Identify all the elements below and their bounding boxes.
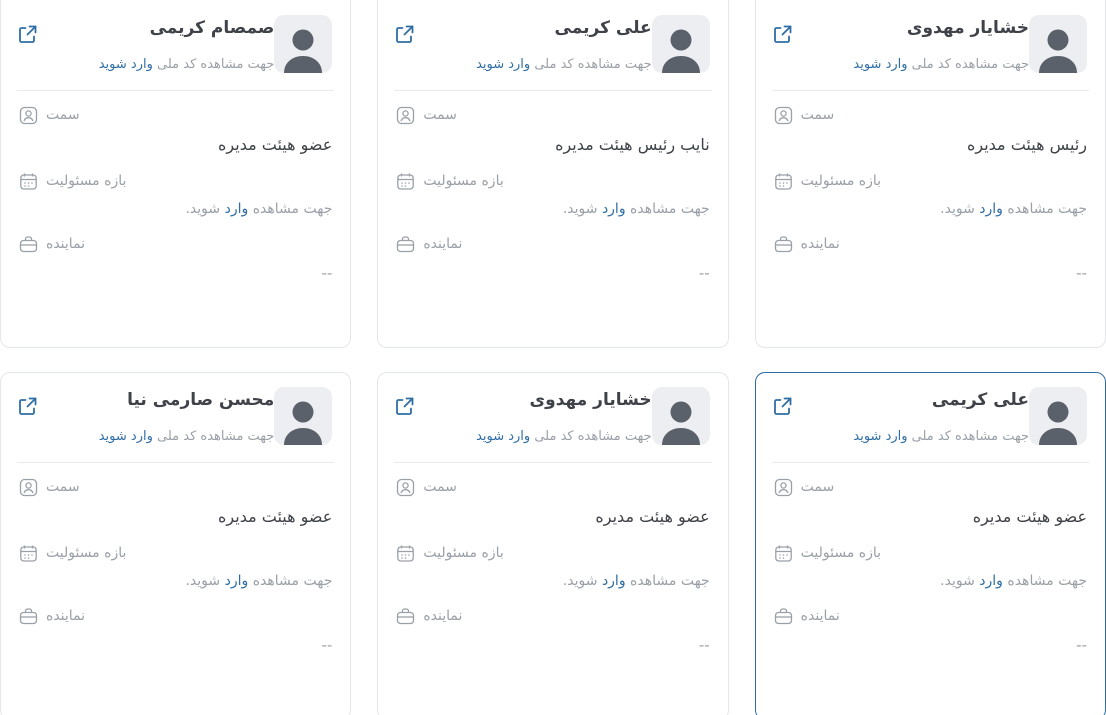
- field-representative: [378, 592, 727, 657]
- field-position: [756, 463, 1105, 529]
- view-link[interactable]: وارد: [224, 572, 249, 589]
- view-link[interactable]: وارد: [979, 200, 1003, 217]
- briefcase-icon: [19, 607, 38, 626]
- field-label: سمت: [46, 478, 80, 495]
- national-id-hint: [784, 427, 1029, 448]
- field-value-term: [396, 199, 709, 220]
- field-value-position: عضو هیئت مدیره: [218, 134, 333, 154]
- field-position: [378, 91, 727, 157]
- field-label-row: [19, 171, 332, 192]
- field-position: [1, 91, 350, 157]
- external-link-icon[interactable]: [394, 23, 416, 45]
- login-link[interactable]: وارد شوید: [853, 56, 908, 72]
- person-name: خشایار مهدوی: [529, 390, 652, 410]
- briefcase-icon: [396, 607, 415, 626]
- view-prefix: جهت مشاهده: [1007, 200, 1087, 217]
- field-term: [756, 157, 1105, 220]
- card-header: [378, 0, 727, 88]
- login-link[interactable]: وارد شوید: [98, 56, 153, 72]
- field-label: نماینده: [800, 607, 840, 624]
- national-id-hint: [29, 427, 274, 448]
- calendar-icon: [19, 172, 38, 191]
- view-link[interactable]: وارد: [601, 572, 626, 589]
- card-header-text: [774, 387, 1029, 448]
- view-suffix: شوید.: [940, 572, 975, 589]
- card-header-text: [396, 15, 651, 76]
- field-label-row: [19, 543, 332, 564]
- external-link-icon[interactable]: [772, 23, 794, 45]
- field-position: [1, 463, 350, 529]
- field-label: بازه مسئولیت: [423, 172, 504, 189]
- card-header-text: [774, 15, 1029, 76]
- view-prefix: جهت مشاهده: [630, 572, 710, 589]
- national-id-hint: [784, 55, 1029, 76]
- avatar: [652, 15, 710, 73]
- field-value-representative: --: [1076, 263, 1087, 282]
- external-link-icon[interactable]: [772, 395, 794, 417]
- field-label: سمت: [800, 106, 835, 123]
- person-name: علی کریمی: [554, 18, 652, 38]
- field-label-row: [774, 606, 1087, 627]
- field-label-row: [19, 477, 332, 498]
- national-id-hint-text: جهت مشاهده کد ملی: [534, 428, 652, 444]
- national-id-hint: [406, 55, 651, 76]
- field-value-position: عضو هیئت مدیره: [218, 506, 333, 526]
- card-header-text: [396, 387, 651, 448]
- field-label: سمت: [46, 106, 80, 123]
- field-label-row: [19, 105, 332, 126]
- field-representative: [756, 220, 1105, 285]
- view-prefix: جهت مشاهده: [252, 572, 333, 589]
- card-header: [378, 373, 727, 460]
- field-representative: [1, 220, 350, 285]
- board-member-card[interactable]: [755, 372, 1106, 715]
- view-prefix: جهت مشاهده: [630, 200, 710, 217]
- person-name: علی کریمی: [931, 390, 1029, 410]
- board-member-card[interactable]: [0, 0, 351, 348]
- field-value-representative: --: [1076, 635, 1087, 654]
- field-value-position: عضو هیئت مدیره: [595, 506, 710, 526]
- national-id-hint-text: جهت مشاهده کد ملی: [157, 56, 275, 72]
- field-value-term: [774, 199, 1087, 220]
- login-link[interactable]: وارد شوید: [853, 428, 908, 444]
- field-term: [756, 529, 1105, 592]
- field-label-row: [396, 105, 709, 126]
- field-position: [378, 463, 727, 529]
- field-label: نماینده: [423, 235, 463, 252]
- field-label-row: [396, 477, 709, 498]
- field-label: نماینده: [46, 235, 86, 252]
- login-link[interactable]: وارد شوید: [476, 428, 531, 444]
- field-label: نماینده: [46, 607, 86, 624]
- user-badge-icon: [19, 106, 38, 125]
- field-label-row: [774, 171, 1087, 192]
- person-name: محسن صارمی نیا: [127, 390, 275, 410]
- field-label-row: [19, 234, 332, 255]
- field-value-representative: --: [698, 635, 710, 654]
- field-value-term: [774, 571, 1087, 592]
- field-label: بازه مسئولیت: [46, 172, 127, 189]
- field-label-row: [396, 234, 709, 255]
- person-name: خشایار مهدوی: [906, 18, 1029, 38]
- field-label: نماینده: [800, 235, 840, 252]
- external-link-icon[interactable]: [17, 395, 39, 417]
- person-name: صمصام کریمی: [149, 18, 275, 38]
- avatar: [1029, 15, 1087, 73]
- view-suffix: شوید.: [940, 200, 975, 217]
- national-id-hint-text: جهت مشاهده کد ملی: [534, 56, 652, 72]
- user-badge-icon: [396, 478, 415, 497]
- field-value-representative: --: [698, 263, 710, 282]
- field-representative: [1, 592, 350, 657]
- user-badge-icon: [774, 106, 793, 125]
- field-label-row: [774, 105, 1087, 126]
- user-badge-icon: [396, 106, 415, 125]
- view-link[interactable]: وارد: [979, 572, 1003, 589]
- field-label-row: [774, 477, 1087, 498]
- view-prefix: جهت مشاهده: [252, 200, 333, 217]
- briefcase-icon: [774, 235, 793, 254]
- field-value-term: [396, 571, 709, 592]
- field-term: [1, 157, 350, 220]
- field-value-representative: --: [321, 263, 333, 282]
- user-badge-icon: [19, 478, 38, 497]
- calendar-icon: [396, 544, 415, 563]
- card-header: [1, 373, 350, 460]
- field-label: نماینده: [423, 607, 463, 624]
- view-link[interactable]: وارد: [601, 200, 626, 217]
- field-value-position: نایب رئیس هیئت مدیره: [555, 134, 710, 154]
- field-value-position: رئیس هیئت مدیره: [966, 134, 1087, 154]
- view-link[interactable]: وارد: [224, 200, 249, 217]
- calendar-icon: [774, 172, 793, 191]
- external-link-icon[interactable]: [394, 395, 416, 417]
- card-header-text: [19, 387, 274, 448]
- briefcase-icon: [19, 235, 38, 254]
- field-label: سمت: [423, 478, 457, 495]
- user-badge-icon: [774, 478, 793, 497]
- calendar-icon: [774, 544, 793, 563]
- field-representative: [378, 220, 727, 285]
- board-member-card[interactable]: [0, 372, 351, 715]
- field-position: [756, 91, 1105, 157]
- board-member-card[interactable]: [377, 0, 728, 348]
- avatar: [1029, 387, 1087, 445]
- briefcase-icon: [774, 607, 793, 626]
- card-header-text: [19, 15, 274, 76]
- field-term: [378, 529, 727, 592]
- national-id-hint: [406, 427, 651, 448]
- board-member-card[interactable]: [377, 372, 728, 715]
- field-representative: [756, 592, 1105, 657]
- avatar: [274, 387, 332, 445]
- field-term: [378, 157, 727, 220]
- view-suffix: شوید.: [185, 572, 221, 589]
- avatar: [652, 387, 710, 445]
- field-value-position: عضو هیئت مدیره: [972, 506, 1087, 526]
- view-suffix: شوید.: [562, 200, 598, 217]
- field-term: [1, 529, 350, 592]
- field-label-row: [396, 171, 709, 192]
- national-id-hint-text: جهت مشاهده کد ملی: [911, 56, 1029, 72]
- field-label-row: [774, 543, 1087, 564]
- field-label: بازه مسئولیت: [423, 544, 504, 561]
- field-label: سمت: [800, 478, 835, 495]
- national-id-hint-text: جهت مشاهده کد ملی: [157, 428, 275, 444]
- briefcase-icon: [396, 235, 415, 254]
- field-label: بازه مسئولیت: [800, 544, 882, 561]
- field-label-row: [19, 606, 332, 627]
- field-label: سمت: [423, 106, 457, 123]
- field-label: بازه مسئولیت: [800, 172, 882, 189]
- calendar-icon: [19, 544, 38, 563]
- field-label-row: [396, 606, 709, 627]
- card-header: [756, 373, 1105, 460]
- board-member-card[interactable]: [755, 0, 1106, 348]
- view-suffix: شوید.: [185, 200, 221, 217]
- national-id-hint: [29, 55, 274, 76]
- field-value-term: [19, 571, 332, 592]
- field-label: بازه مسئولیت: [46, 544, 127, 561]
- field-value-representative: --: [321, 635, 333, 654]
- view-prefix: جهت مشاهده: [1007, 572, 1087, 589]
- field-label-row: [396, 543, 709, 564]
- national-id-hint-text: جهت مشاهده کد ملی: [911, 428, 1029, 444]
- avatar: [274, 15, 332, 73]
- calendar-icon: [396, 172, 415, 191]
- card-header: [756, 0, 1105, 88]
- field-value-term: [19, 199, 332, 220]
- external-link-icon[interactable]: [17, 23, 39, 45]
- view-suffix: شوید.: [562, 572, 598, 589]
- login-link[interactable]: وارد شوید: [98, 428, 153, 444]
- field-label-row: [774, 234, 1087, 255]
- login-link[interactable]: وارد شوید: [476, 56, 531, 72]
- card-header: [1, 0, 350, 88]
